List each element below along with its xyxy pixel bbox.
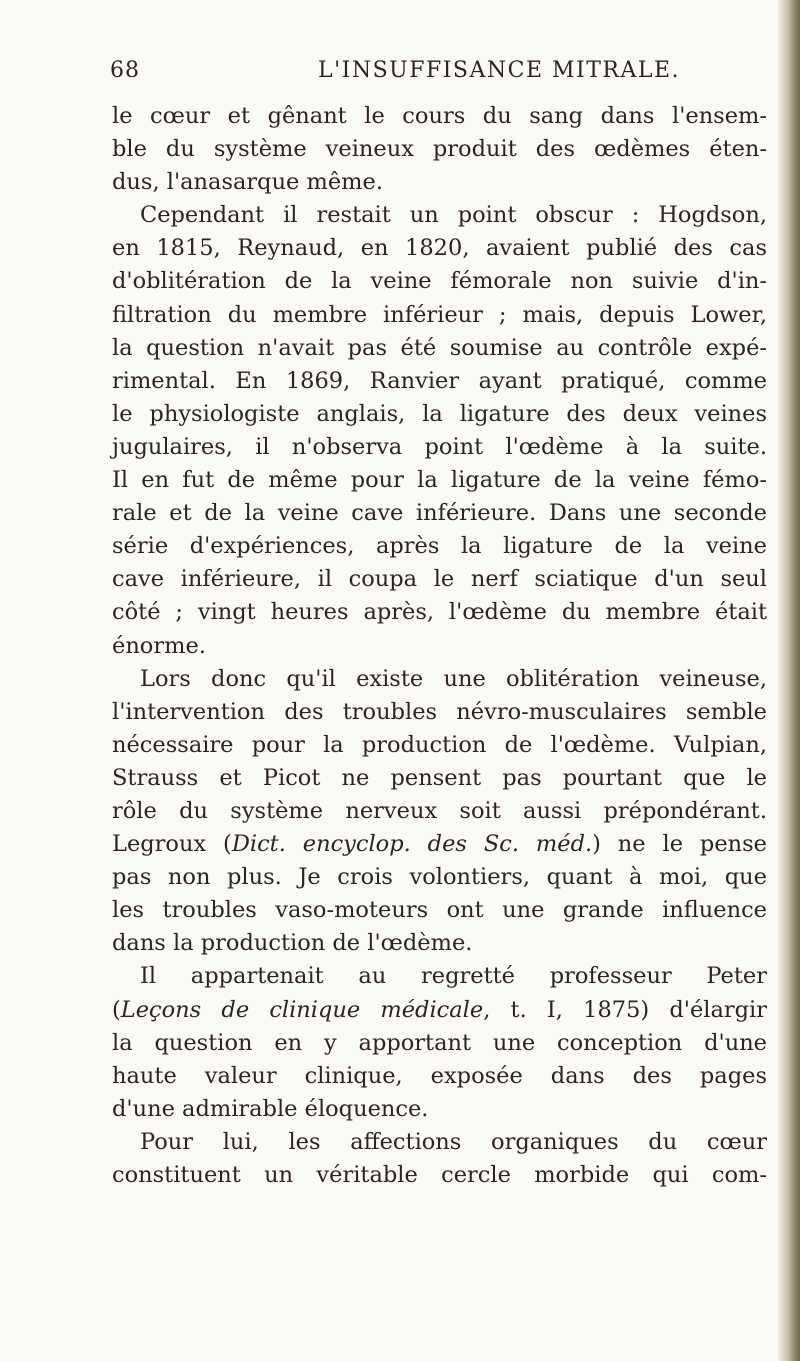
text-line: dans la production de l'œdème. xyxy=(112,930,473,957)
running-title: L'INSUFFISANCE MITRALE. xyxy=(318,58,681,83)
text-line: cave inférieure, il coupa le nerf sciatique d'un seul xyxy=(112,566,767,593)
text-line: la question en y apportant une conception d'une xyxy=(112,1029,767,1056)
text-line: filtration du membre inférieur ; mais, depuis Lower, xyxy=(112,301,767,328)
page-edge-shadow xyxy=(778,0,800,1361)
text-line: Il en fut de même pour la ligature de la veine fémo- xyxy=(112,467,767,494)
text-line: Pour lui, les affections organiques du cœur xyxy=(140,1128,767,1155)
page-header xyxy=(110,58,760,98)
text-line: Cependant il restait un point obscur : Hogdson, xyxy=(140,202,767,229)
text-line: haute valeur clinique, exposée dans des pages xyxy=(112,1062,767,1089)
text-line: le cœur et gênant le cours du sang dans l'ensem- xyxy=(112,103,767,129)
page-number: 68 xyxy=(110,58,140,83)
text-line-italic-citation: Legroux (Dict. encyclop. des Sc. méd.) ne le pense xyxy=(112,831,767,858)
text-line: nécessaire pour la production de l'œdème. Vulpian, xyxy=(112,731,767,758)
text-line: l'intervention des troubles névro-musculaires semble xyxy=(112,698,767,725)
text-line: les troubles vaso-moteurs ont une grande influence xyxy=(112,897,767,924)
text-line: d'oblitération de la veine fémorale non suivie d'in- xyxy=(112,268,767,295)
text-line: série d'expériences, après la ligature de la veine xyxy=(112,533,767,560)
text-line: ble du système veineux produit des œdèmes éten- xyxy=(112,136,767,163)
text-line: rimental. En 1869, Ranvier ayant pratiqué, comme xyxy=(112,367,767,394)
text-line: énorme. xyxy=(112,632,206,659)
text-line: pas non plus. Je crois volontiers, quant à moi, que xyxy=(112,864,767,891)
text-line: Lors donc qu'il existe une oblitération veineuse, xyxy=(140,665,767,692)
text-line: Il appartenait au regretté professeur Peter xyxy=(140,963,767,990)
text-line: Strauss et Picot ne pensent pas pourtant que le xyxy=(112,764,767,791)
text-line: jugulaires, il n'observa point l'œdème à la suite. xyxy=(112,433,767,460)
text-line-italic-citation: (Leçons de clinique médicale, t. I, 1875) d'élargir xyxy=(112,996,767,1023)
text-line: rôle du système nerveux soit aussi prépondérant. xyxy=(112,797,767,824)
text-line: la question n'avait pas été soumise au contrôle expé- xyxy=(112,334,767,361)
body-text xyxy=(112,100,767,1192)
text-line: dus, l'anasarque même. xyxy=(112,169,383,196)
text-line: le physiologiste anglais, la ligature des deux veines xyxy=(112,400,767,427)
text-line: constituent un véritable cercle morbide qui com- xyxy=(112,1162,767,1188)
text-line: d'une admirable éloquence. xyxy=(112,1095,429,1122)
text-line: côté ; vingt heures après, l'œdème du membre était xyxy=(112,599,767,626)
text-line: rale et de la veine cave inférieure. Dans une seconde xyxy=(112,500,767,527)
text-line: en 1815, Reynaud, en 1820, avaient publié des cas xyxy=(112,235,767,262)
